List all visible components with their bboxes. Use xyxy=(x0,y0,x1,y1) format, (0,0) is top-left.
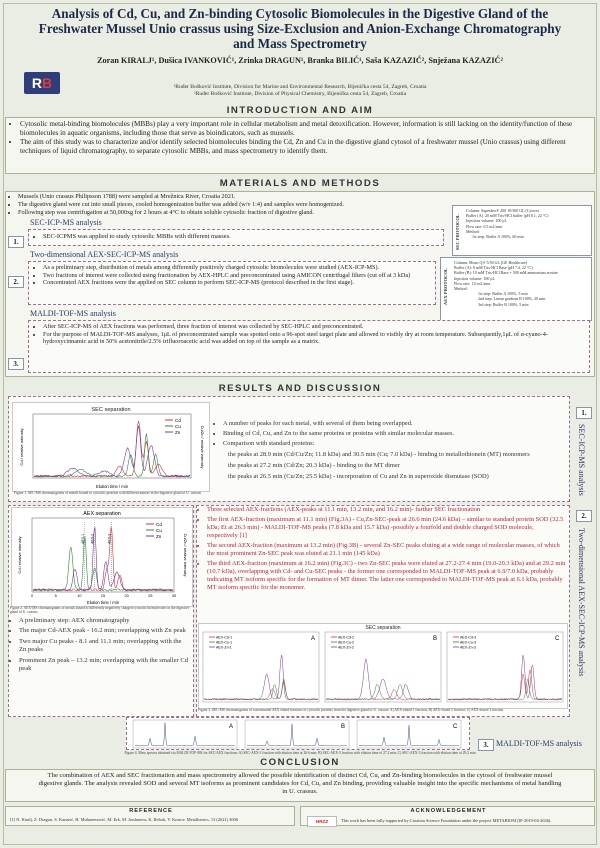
aex-method-box xyxy=(28,261,436,305)
aex-left-bullet-2: • The major Cd-AEX peak - 16.2 min; overlapping with Zn peak xyxy=(19,627,190,635)
fig3-legend-label: AEX-Cu-3 xyxy=(460,640,477,645)
aex-protocol-3: Buffer (B): 10 mM Tris-HCl Base + 500 mM ammonium acetate xyxy=(454,270,558,276)
reference-box xyxy=(5,806,295,826)
sec-y-label-right: Cu/Zn / relative intensity xyxy=(200,425,205,469)
sec-y-label: Cd / relative intensity xyxy=(19,428,24,466)
fig3-series-line xyxy=(448,679,562,700)
sec-protocol-4: Flow rate: 0.5 mL/min xyxy=(466,223,503,229)
aex-protocol-4: Injection volume: 100 μL xyxy=(454,275,495,281)
fig3-legend-label: AEX-Cd-1 xyxy=(216,635,233,640)
sec-protocol-6: 1st step: Buffer A 100%, 60 min xyxy=(472,234,524,240)
maldi-method-bullet-1: • After SEC-ICP-MS of AEX fractions was performed, three fraction of interest was collected by SEC-HPLC and preconcentrated. xyxy=(43,323,585,331)
fig1-caption: Figure 1. SEC-MS chromatograms of metals bound to cytosolic proteins with different masses in the digestive gland of U. crassus xyxy=(14,491,202,495)
sec-chart-title: SEC separation xyxy=(91,407,131,413)
aex-method-bullet-1: • As a preliminary step, distribution of metals among differently positively charged cytosolic biomolecules were studied (AEX-ICP-MS). xyxy=(43,264,431,272)
reference-heading: REFERENCE xyxy=(129,808,173,814)
sec-x-label: Elution time / min xyxy=(95,484,129,489)
sec-chart-box xyxy=(12,402,210,492)
sec-result-text xyxy=(214,420,566,481)
fig2-caption: Figure 2. AEX-MS chromatograms of metals bound to differently negatively charged cytosolic biomolecules in the digestive gland of U. crassus xyxy=(10,606,190,615)
sec-series-line-Cu xyxy=(34,433,190,477)
fig3-series-line xyxy=(204,655,318,700)
aex-legend-label-Cu: Cu xyxy=(156,528,162,533)
affiliation-1: ¹Ruđer Bošković Institute, Division for Marine and Environmental Research, Bijenička cesta 54, Zagreb, Croatia xyxy=(173,84,427,90)
sec-result-bullet-2: • Binding of Cd, Cu, and Zn to the same proteins or proteins with similar molecular masses. xyxy=(223,430,566,438)
fig3-series-line xyxy=(448,670,562,700)
fig3-legend-label: AEX-Cd-2 xyxy=(338,635,355,640)
sec-protocol-label: SEC PROTOCOL xyxy=(455,214,460,251)
fig3-panel-tag: A xyxy=(311,636,316,642)
fig3-legend-label: AEX-Zn-2 xyxy=(338,645,354,650)
fig4-panel-frame xyxy=(357,720,461,748)
aex-protocol-label: AEX PROTOCOL xyxy=(443,268,448,306)
fig3-chart xyxy=(199,624,567,708)
aex-x-tick: 15 xyxy=(100,594,106,598)
sec-legend-label-Cd: Cd xyxy=(175,418,181,423)
methods-bullet-1: • Mussels (Unio crassus Philipsson 1788) were sampled at Mrežnica River, Croatia 2021. xyxy=(18,193,428,201)
sec-plot-frame xyxy=(33,414,191,478)
fig3-caption: Figure 3. SEC-MS chromatograms of concentrated AEX eluted fractions of cytosolic proteins from the digestive gland of U. crassus: A) AEX-eluted 1 fraction; B) AEX-eluted 2 fraction; C) AEX-eluted 3 fraction xyxy=(198,708,504,712)
maldi-method-bullet-2: • For the purpose of MALDI-TOF-MS analyses, 1μL of preconcentrated sample was spotted onto a 96-spot steel target plate and allowed to visibly dry at room temperature. Subsequently,1μL of α-cyano-4-hydroxycinnamic acid in 50% acetonitrile/2.5% trifluoroacetic acid was added on top of the sample as a matrix. xyxy=(43,331,585,346)
fig3-legend-label: AEX-Zn-3 xyxy=(460,645,476,650)
fig3-panel-tag: C xyxy=(555,636,560,642)
fig3-legend-label: AEX-Cd-3 xyxy=(460,635,477,640)
sec-protocol-box xyxy=(452,205,592,256)
aex-chart-title: AEX separation xyxy=(83,511,121,517)
sec-protocol-3: Injection volume: 100 μL xyxy=(466,218,507,224)
aex-x-tick: 30 xyxy=(171,594,177,598)
ack-heading: ACKNOWLEDGEMENT xyxy=(410,808,487,814)
methods-heading: MATERIALS AND METHODS xyxy=(219,178,381,189)
aex-method-title: Two-dimensional AEX-SEC-ICP-MS analysis xyxy=(30,250,179,259)
maldi-method-box xyxy=(28,320,590,373)
aex-series-line-Zn xyxy=(33,527,173,591)
aex-chart-box xyxy=(11,507,193,607)
aex-y-label-right: Cu/Zn / relative intensity xyxy=(183,533,188,577)
aex-peak-label: AEX-1 xyxy=(80,534,85,544)
logo-main: R xyxy=(31,75,42,91)
hrzz-logo: HRZZ xyxy=(307,816,337,827)
methods-bullet-3: • Following step was centrifugation at 50,000xg for 2 hours at 4°C to obtain soluble cytosolic fraction of digestive gland. xyxy=(18,209,428,217)
sec-series-line-Zn xyxy=(34,426,190,477)
fig3-panel-tag: B xyxy=(433,636,438,642)
aex-left-text xyxy=(10,617,190,673)
aex-result-num: 2. xyxy=(576,510,592,522)
sec-result-side-title: SEC-ICP-MS analysis xyxy=(577,424,586,496)
aex-x-tick: 0 xyxy=(30,594,34,598)
aex-protocol-6: Method: xyxy=(454,286,468,292)
fig4-panel-frame xyxy=(245,720,349,748)
aex-result-bullet-2: • The first AEX-fraction (maximum at 11.1 min) (Fig.3A) - Cu,Zn-SEC-peak at 26.6 min (24.6 kDa) – similar to standard protein SOD (32.5 kDa; Et at 26.3 min) - MALDI-TOF-MS peaks (7.8 kDa and 15.7 kDa) -possibly a fourfold and double charged SOD molecule, respectively [1] xyxy=(207,516,566,540)
aex-x-tick: 25 xyxy=(148,594,153,598)
fig3-legend-label: AEX-Cu-1 xyxy=(216,640,233,645)
affiliation-2: ²Ruđer Bošković Institute, Division of Physical Chemistry, Bijenička cesta 54, Zagreb, Croatia xyxy=(193,91,407,97)
aex-x-tick: 10 xyxy=(77,594,82,598)
aex-protocol-8: 2nd step: Linear gradient B 100%, 20 min xyxy=(478,296,546,302)
intro-bullet-1: • Cytosolic metal-binding biomolecules (MBBs) play a very important role in cellular metabolism and metal detoxification. However, information is still lacking on the identity/function of these biomolecules in aquatic organisms, including those that serve as bioindicators, such as mussels. xyxy=(20,120,590,138)
intro-box xyxy=(5,117,595,174)
conclusion-heading: CONCLUSION xyxy=(260,757,340,768)
maldi-method-title: MALDI-TOF-MS analysis xyxy=(30,309,116,318)
aex-peak-label: AEX-2 xyxy=(90,534,95,544)
ack-text: This work has been fully supported by Croatian Science Foundation under the project METABIOM (IP-2019-04-2636). xyxy=(341,818,552,823)
intro-heading: INTRODUCTION AND AIM xyxy=(226,105,374,116)
fig4-caption: Figure 4. Mass spectra obtained via MALDI-TOF-MS for SEC/AEX fractions: A) SEC-AEX-1 fraction with elution time at 26.6 min; B) SEC-AEX-3 fraction with elution time of 27.2 min; C) SEC-AEX-3 fraction with elution time of 29.2 min xyxy=(124,751,476,755)
sec-legend-label-Zn: Zn xyxy=(175,430,181,435)
aex-peak-label: AEX-3 xyxy=(107,534,112,544)
conclusion-box xyxy=(5,769,595,802)
sec-chart xyxy=(13,403,209,491)
aex-x-label: Elution time / min xyxy=(86,600,120,605)
aex-protocol-9: 3rd step: Buffer B 100%, 5 min xyxy=(478,301,529,307)
fig4-box xyxy=(126,717,470,750)
aex-legend-label-Cd: Cd xyxy=(156,522,162,527)
aex-chart xyxy=(12,508,192,606)
maldi-result-num: 3. xyxy=(478,739,494,751)
aex-result-bullet-1: • Three selected AEX-fractions (AEX-peaks at 11.1 min, 13.2 min, and 16.2 min)- further SEC fractionation xyxy=(207,506,566,514)
conclusion-text: The combination of AEX and SEC fractionation and mass spectrometry allowed the possible identification of distinct Cd, Cu, and Zn-binding biomolecules in the cytosol of freshwater mussel digestive glands. The analysis revealed SOD and several MT isoforms as prominent candidates for Cd, Cu, and Zn binding, providing valuable insight into the specific mechanisms of metal handling in U. crassus. xyxy=(38,772,562,796)
aex-method-num: 2. xyxy=(8,276,24,288)
sec-protocol-1: Column: Superdex® 200 10/300 GL (Cytiva) xyxy=(466,208,539,213)
ack-box xyxy=(300,806,595,826)
intro-bullet-2: • The aim of this study was to characterize and/or identify selected biomolecules binding the Cd, Zn and Cu in the digestive gland cytosol of a freshwater mussel (Unio crassus) using different techniques of liquid chromatography, to separate cytosolic MBBs, and mass spectrometry to identify them. xyxy=(20,138,590,156)
aex-right-text xyxy=(198,506,566,592)
fig4-panel-tag: A xyxy=(229,724,234,730)
sec-method-title: SEC-ICP-MS analysis xyxy=(30,218,102,227)
sec-method-num: 1. xyxy=(8,236,24,248)
sec-result-bullet-1: • A number of peaks for each metal, with several of them being overlapped. xyxy=(223,420,566,428)
sec-method-text: • SEC-ICPMS was applied to study cytosolic MBBs with different masses. xyxy=(43,233,439,241)
fig3-box xyxy=(198,623,568,709)
aex-protocol-5: Flow rate: 1.0 mL/min xyxy=(454,280,491,286)
aex-protocol-box xyxy=(440,257,592,321)
aex-method-bullet-2: • Two fractions of interest were collected using fractionation by AEX-HPLC and preconcentrated using AMICON centrifugal filters (cut off at 3 kDa) xyxy=(43,272,431,280)
maldi-result-title: MALDI-TOF-MS analysis xyxy=(496,739,582,748)
sec-result-num: 1. xyxy=(576,407,592,419)
fig4-panel-tag: B xyxy=(341,724,346,730)
aex-x-tick: 5 xyxy=(54,594,57,598)
sec-compare-1: the peaks at 28.9 min (Cd/Cu/Zn; 11.8 kDa) and 30.5 min (Cu; 7.0 kDa) - binding to metallothionein (MT) monomers xyxy=(228,451,530,458)
fig3-series-line xyxy=(326,659,440,700)
fig4-spectrum-line xyxy=(135,723,235,746)
sec-legend-label-Cu: Cu xyxy=(175,424,181,429)
aex-method-bullet-3: • Concentrated AEX fractions were the applied on SEC column to perform SEC-ICP-MS (protocol described in the first stage). xyxy=(43,279,431,287)
fig3-series-line xyxy=(448,655,562,700)
aex-x-tick: 20 xyxy=(124,594,129,598)
fig4-spectrum-line xyxy=(247,724,347,746)
aex-protocol-7: 1st step: Buffer A 100%, 5 min xyxy=(478,291,528,297)
maldi-method-num: 3. xyxy=(8,358,24,370)
aex-protocol-1: Column: Mono Q® 5/50 GL (GE Healthcare) xyxy=(454,260,528,265)
sec-method-box xyxy=(28,229,444,246)
sec-protocol-5: Method: xyxy=(466,228,480,234)
reference-text: [1] N. Kiralj, Z. Dragun, S. Kazazić, H. Muharemović, M. Erk, M. Jordanova, K. Rebok, V. Kostov. Metallomics. 13 (2021) 3006 xyxy=(10,817,238,822)
sec-protocol-2: Buffer (A): 20 mM Tris-HCl buffer (pH 8.1, 22 °C) xyxy=(466,213,549,219)
results-heading: RESULTS AND DISCUSSION xyxy=(218,383,382,394)
fig4-chart xyxy=(127,718,471,751)
logo-accent: B xyxy=(42,75,53,91)
methods-bullet-2: • The digestive gland were cut into small pieces, cooled homogenization buffer was added (w/v 1:4) and samples were homogenized. xyxy=(18,201,428,209)
fig4-panel-tag: C xyxy=(453,724,458,730)
authors: Zoran KIRALJ¹, Dušica IVANKOVIĆ¹, Zrinka DRAGUN¹, Branka BILIĆ¹, Saša KAZAZIĆ², Snježana KAZAZIĆ² xyxy=(97,56,503,65)
sec-result-bullet-3: • Comparison with standard proteins: xyxy=(223,440,566,448)
poster-title: Analysis of Cd, Cu, and Zn-binding Cytosolic Biomolecules in the Digestive Gland of the Freshwater Mussel Unio crassus using Size-Exclusion and Anion-Exchange Chromatography and Mass Spectrometry xyxy=(38,6,562,51)
aex-y-label: Cd / relative intensity xyxy=(17,536,22,574)
fig3-legend-label: AEX-Zn-1 xyxy=(216,645,232,650)
sec-compare-3: the peaks at 26.5 min (Cu/Zn; 25.5 kDa) - incorporation of Cu and Zn in superoxide dismutase (SOD) xyxy=(228,473,489,480)
aex-left-bullet-1: • A preliminary step: AEX chromatography xyxy=(19,617,190,625)
aex-left-bullet-3: • Two major Cu peaks - 8.1 and 11.1 min; overlapping with the Zn peaks xyxy=(19,638,190,655)
sec-compare-2: the peaks at 27.2 min (Cd/Zn; 20.3 kDa) - binding to the MT dimer xyxy=(228,462,400,469)
aex-legend-label-Zn: Zn xyxy=(156,534,162,539)
fig4-spectrum-line xyxy=(359,725,459,746)
aex-protocol-2: Buffer (A): 6 mM Tris-HCl Base (pH 7.4, 22 °C) xyxy=(454,265,533,271)
fig3-title: SEC separation xyxy=(365,625,401,631)
aex-result-bullet-4: • The third AEX-fraction (maximum at 16.2 min) (Fig.3C) - two Zn-SEC peaks were eluted at 27.2-27.4 min (19.0-20.3 kDa) and at 29.2 min (10.7 kDa), overlapping with Cd- and Cu-SEC peaks - the former one corresponded to MALDI-TOF-MS peak at 6.9/7.0 kDa, probably indicating MT isoform specific for the formation of MT dimer. The latter one corresponded to MALDI-TOF-MS peak at 6.1 kDa, probably MT isoform specific for the monomer. xyxy=(207,560,566,592)
fig3-series-line xyxy=(326,685,440,701)
aex-left-bullet-4: • Prominent Zn peak – 13.2 min; overlapping with the smaller Cd peak xyxy=(19,657,190,674)
fig3-legend-label: AEX-Cu-2 xyxy=(338,640,355,645)
sec-series-line-Cd xyxy=(34,421,190,477)
methods-intro xyxy=(8,193,428,216)
aex-result-bullet-3: • The second AEX-fraction (maximum at 13.2 min) (Fig.3B) - several Zn-SEC peaks eluting at a wide range of molecular masses, of which the most prominent Zn-SEC peak was eluted at 21.1 min (145 kDa) xyxy=(207,542,566,558)
aex-result-side-title: Two-dimensional AEX-SEC-ICP-MS analysis xyxy=(577,528,586,677)
aex-series-line-Cu xyxy=(33,536,173,591)
